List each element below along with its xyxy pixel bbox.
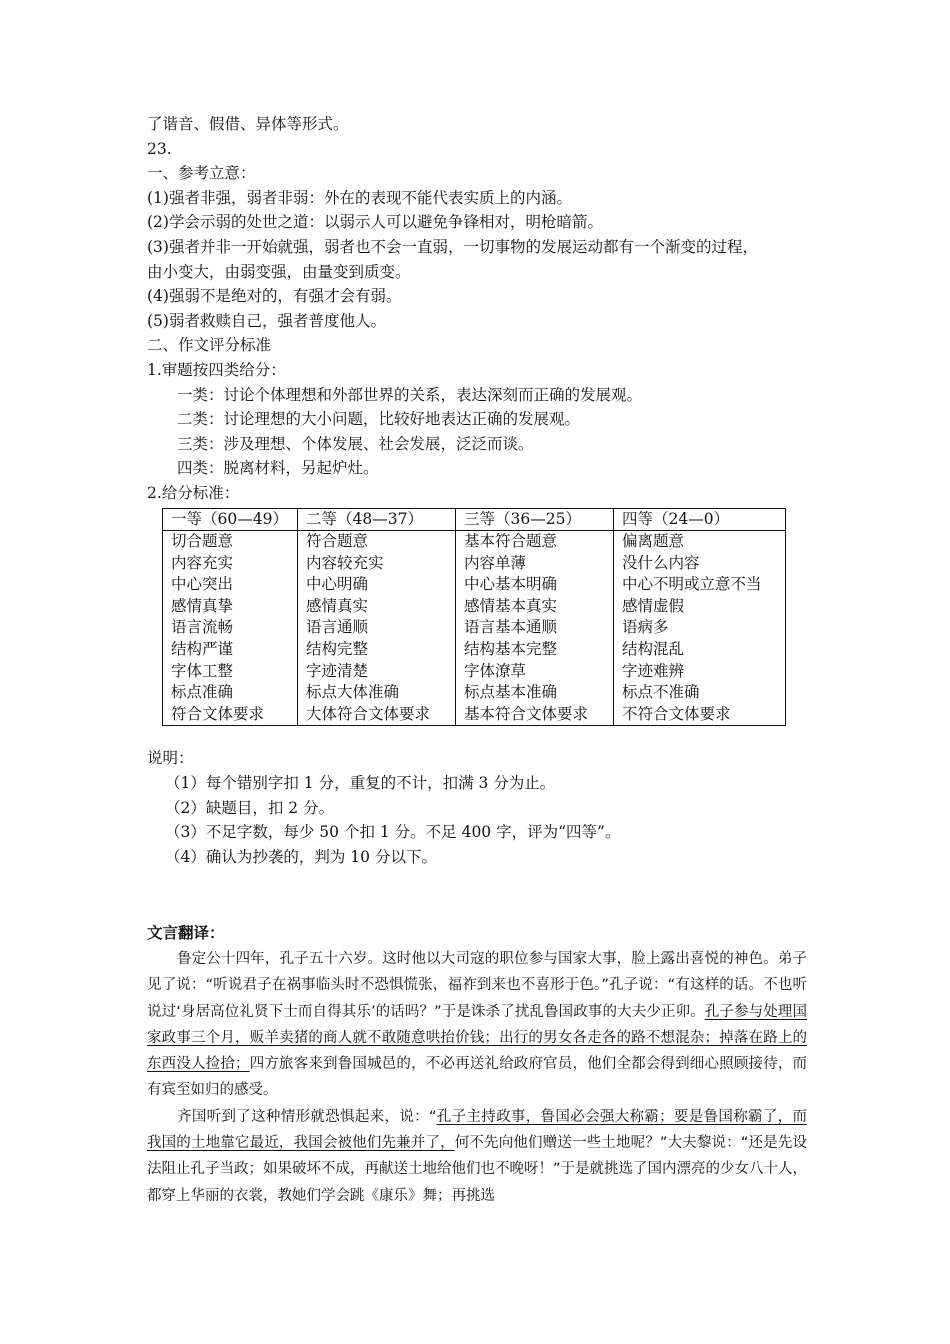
document-page: [147, 112, 807, 1209]
criterion: 结构严谨: [171, 640, 234, 659]
criterion: 偏离题意: [622, 532, 685, 551]
underlined-text: 孔子主持政事，鲁国必会强大称霸；要是鲁国称霸了，而我国的土地靠它最近，我国会被他们先兼并了，: [147, 1108, 807, 1152]
category-item: 四类：脱离材料，另起炉灶。: [177, 459, 379, 478]
table-header: 四等（24—0）: [614, 508, 786, 531]
note-item: （2）缺题目，扣 2 分。: [165, 798, 335, 817]
table-header: 二等（48—37）: [298, 508, 456, 531]
criterion: 中心基本明确: [464, 575, 558, 594]
criterion: 中心不明或立意不当: [622, 575, 762, 594]
criterion: 感情虚假: [622, 596, 685, 615]
translation-paragraph: [147, 946, 807, 1104]
note-item: （4）确认为抄袭的，判为 10 分以下。: [165, 847, 437, 866]
criterion: 感情基本真实: [464, 596, 558, 615]
criterion: 标点基本准确: [464, 683, 558, 702]
criterion: 语病多: [622, 618, 669, 637]
translation-text: 何不先向他们赠送一些土地呢？”大夫黎说：“还是先设法阻止孔子当政；如果破坏不成，再献送土地给他们也不晚呀！”于是就挑选了国内漂亮的少女八十人，都穿上华丽的衣裳，教她们学会跳《康乐》舞；再挑选: [147, 1135, 808, 1204]
criterion: 基本符合题意: [464, 532, 558, 551]
idea-item: (5)弱者救赎自己，强者普度他人。: [147, 311, 386, 330]
criterion: 标点不准确: [622, 683, 700, 702]
idea-item: (2)学会示弱的处世之道：以弱示人可以避免争锋相对，明枪暗箭。: [147, 213, 603, 232]
idea-item-continued: 由小变大，由弱变强，由量变到质变。: [147, 262, 411, 281]
sub-heading: 2.给分标准：: [147, 483, 240, 502]
criterion: 标点准确: [171, 683, 234, 702]
table-cell: [163, 531, 298, 726]
sub-heading: 1.审题按四类给分：: [147, 360, 286, 379]
criterion: 字体潦草: [464, 661, 527, 680]
category-item: 三类：涉及理想、个体发展、社会发展，泛泛而谈。: [177, 434, 534, 453]
criterion: 语言通顺: [306, 618, 369, 637]
criterion: 字体工整: [171, 661, 234, 680]
category-item: 一类：讨论个体理想和外部世界的关系，表达深刻而正确的发展观。: [177, 385, 643, 404]
criterion: 中心突出: [171, 575, 234, 594]
criterion: 结构基本完整: [464, 640, 558, 659]
criterion: 感情真挚: [171, 596, 234, 615]
criterion: 基本符合文体要求: [464, 704, 589, 723]
criterion: 结构混乱: [622, 640, 685, 659]
notes-heading: 说明：: [147, 749, 194, 768]
criterion: 结构完整: [306, 640, 369, 659]
criterion: 符合文体要求: [171, 704, 265, 723]
idea-item: (3)强者并非一开始就强，弱者也不会一直弱，一切事物的发展运动都有一个渐变的过程，: [147, 237, 758, 256]
category-item: 二类：讨论理想的大小问题，比较好地表达正确的发展观。: [177, 410, 581, 429]
translation-text: 四方旅客来到鲁国城邑的，不必再送礼给政府官员，他们全都会得到细心照顾接待，而有宾至如归的感受。: [147, 1056, 808, 1099]
translation-text: 齐国听到了这种情形就恐惧起来，说：“: [177, 1108, 437, 1125]
question-number: 23.: [147, 139, 172, 158]
criterion: 中心明确: [306, 575, 369, 594]
criterion: 没什么内容: [622, 553, 700, 572]
criterion: 语言基本通顺: [464, 618, 558, 637]
translation-paragraph: [147, 1104, 807, 1209]
note-item: （3）不足字数，每少 50 个扣 1 分。不足 400 字，评为“四等”。: [165, 823, 621, 842]
section-heading: 一、参考立意：: [147, 164, 256, 183]
criterion: 内容单薄: [464, 553, 527, 572]
criterion: 符合题意: [306, 532, 369, 551]
table-header-row: [163, 508, 786, 531]
table-row: [163, 531, 786, 726]
table-header: 三等（36—25）: [456, 508, 614, 531]
criterion: 语言流畅: [171, 618, 234, 637]
criterion: 内容充实: [171, 553, 234, 572]
criterion: 切合题意: [171, 532, 234, 551]
idea-item: (1)强者非强，弱者非弱：外在的表现不能代表实质上的内涵。: [147, 188, 572, 207]
criterion: 感情真实: [306, 596, 369, 615]
text-line: 了谐音、假借、异体等形式。: [147, 115, 349, 133]
table-cell: [456, 531, 614, 726]
criterion: 不符合文体要求: [622, 704, 731, 723]
criterion: 内容较充实: [306, 553, 384, 572]
table-cell: [614, 531, 786, 726]
table-header: 一等（60—49）: [163, 508, 298, 531]
note-item: （1）每个错别字扣 1 分，重复的不计，扣满 3 分为止。: [165, 774, 556, 793]
criterion: 大体符合文体要求: [306, 704, 431, 723]
table-cell: [298, 531, 456, 726]
underlined-text: 孔子参与处理国家政事三个月，贩羊卖猪的商人就不敢随意哄抬价钱；出行的男女各走各的路不想混杂；掉落在路上的东西没人捡拾；: [147, 1003, 807, 1073]
section-heading: 二、作文评分标准: [147, 336, 272, 355]
translation-text: 鲁定公十四年，孔子五十六岁。这时他以大司寇的职位参与国家大事，脸上露出喜悦的神色。弟子见了说：“听说君子在祸事临头时不恐惧慌张，福祚到来也不喜形于色。”孔子说：“有这样的话。不也听说过‘身居高位礼贤下士而自得其乐’的话吗？”于是诛杀了扰乱鲁国政事的大夫少正卯。: [147, 951, 807, 1020]
grading-table: [162, 508, 786, 727]
translation-heading: 文言翻译：: [147, 923, 225, 943]
criterion: 字迹难辨: [622, 661, 685, 680]
idea-item: (4)强弱不是绝对的，有强才会有弱。: [147, 287, 402, 306]
criterion: 字迹清楚: [306, 661, 369, 680]
criterion: 标点大体准确: [306, 683, 400, 702]
